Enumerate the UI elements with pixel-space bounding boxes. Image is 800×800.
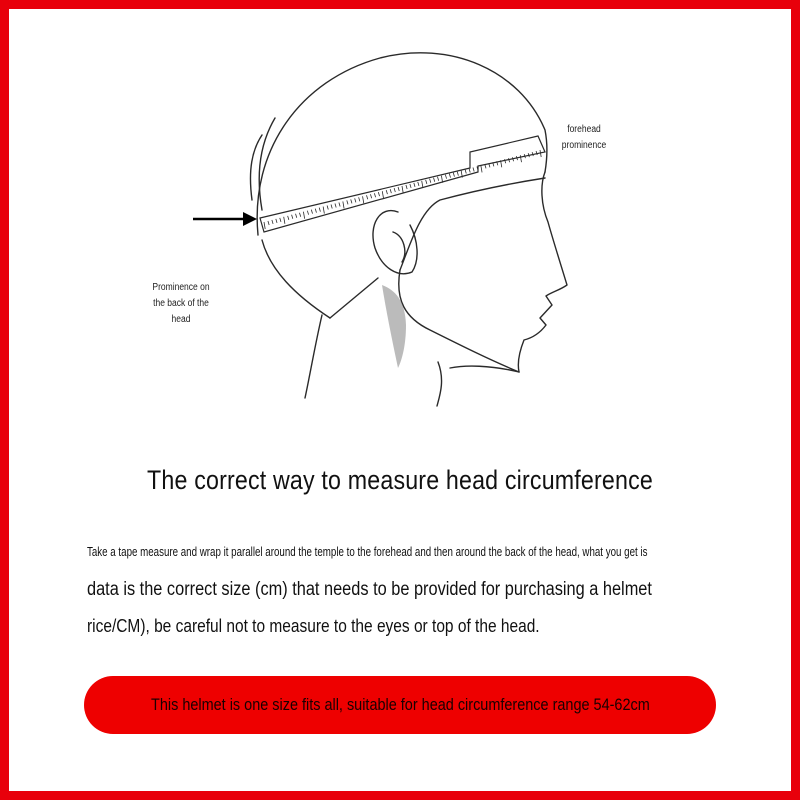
size-banner xyxy=(84,676,716,734)
arrow-icon xyxy=(193,212,257,226)
page-title: The correct way to measure head circumference xyxy=(147,465,653,495)
instruction-line-2: data is the correct size (cm) that needs to be provided for purchasing a helmet xyxy=(87,579,652,600)
tape-band xyxy=(260,136,545,232)
nape-line xyxy=(330,278,378,318)
face-profile xyxy=(518,172,567,372)
back-head-outline xyxy=(262,240,330,318)
forehead-label: forehead prominence xyxy=(561,124,607,151)
hair-stroke xyxy=(259,118,275,210)
jaw-line xyxy=(399,270,519,372)
tape-tick xyxy=(481,165,482,172)
temple-hairline xyxy=(400,178,545,270)
back-of-head-label: Prominence on the back of the head xyxy=(152,282,210,325)
measuring-tape xyxy=(260,136,545,232)
size-banner-text: This helmet is one size fits all, suitable for head circumference range 54-62cm xyxy=(150,695,650,714)
instruction-line-1: Take a tape measure and wrap it parallel around the temple to the forehead and then around the back of the head, what you get is xyxy=(87,545,648,559)
front-neck-line xyxy=(437,362,442,406)
instruction-line-3: rice/CM), be careful not to measure to the eyes or top of the head. xyxy=(87,616,540,636)
neck-shadow xyxy=(382,285,406,368)
ear-inner xyxy=(393,232,405,262)
back-neck-line xyxy=(305,315,322,398)
